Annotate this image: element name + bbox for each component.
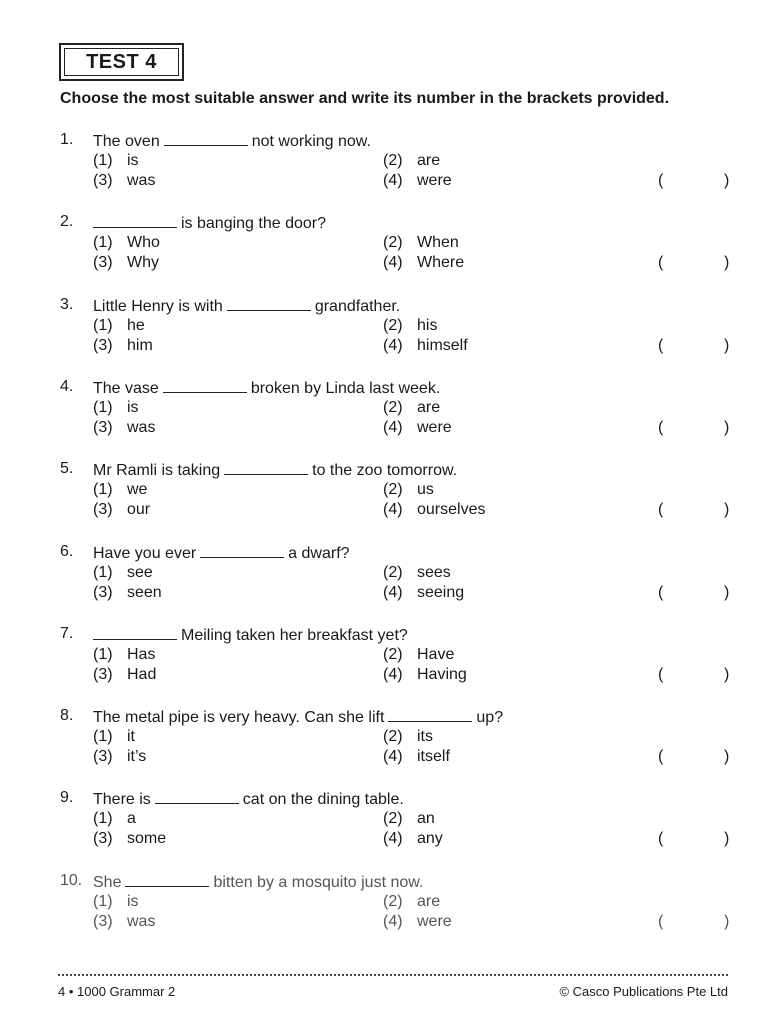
option-4 xyxy=(383,913,452,931)
option-4 xyxy=(383,501,485,519)
option-number: (1) xyxy=(93,728,113,745)
close-bracket: ) xyxy=(724,666,730,683)
option-text: was xyxy=(127,913,156,930)
close-bracket: ) xyxy=(724,913,730,930)
open-bracket: ( xyxy=(658,501,664,518)
option-number: (4) xyxy=(383,172,403,189)
option-2 xyxy=(383,234,459,252)
option-number: (2) xyxy=(383,152,403,169)
option-4 xyxy=(383,584,464,602)
instruction-text: Choose the most suitable answer and write its number in the brackets provided. xyxy=(60,90,670,107)
question-8 xyxy=(0,707,768,769)
question-text xyxy=(93,625,408,645)
question-text-after: cat on the dining table. xyxy=(242,791,404,808)
option-text: seen xyxy=(127,584,162,601)
option-number: (1) xyxy=(93,564,113,581)
option-number: (3) xyxy=(93,666,113,683)
option-text: is xyxy=(127,893,139,910)
option-number: (1) xyxy=(93,234,113,251)
question-number: 4. xyxy=(60,378,74,395)
option-text: Has xyxy=(127,646,156,663)
question-number: 9. xyxy=(60,789,74,806)
option-number: (3) xyxy=(93,337,113,354)
question-9 xyxy=(0,789,768,851)
option-text: his xyxy=(417,317,438,334)
question-text-before: Have you ever xyxy=(93,545,197,562)
option-text: was xyxy=(127,172,156,189)
question-text-after: up? xyxy=(476,709,504,726)
option-number: (3) xyxy=(93,254,113,271)
question-text-after: to the zoo tomorrow. xyxy=(312,462,458,479)
open-bracket: ( xyxy=(658,584,664,601)
question-text-after: broken by Linda last week. xyxy=(250,380,441,397)
option-3 xyxy=(93,337,153,355)
open-bracket: ( xyxy=(658,830,664,847)
option-text: itself xyxy=(417,748,450,765)
option-text: us xyxy=(417,481,434,498)
question-text-after: not working now. xyxy=(251,133,371,150)
option-number: (1) xyxy=(93,893,113,910)
option-number: (1) xyxy=(93,810,113,827)
option-4 xyxy=(383,830,443,848)
option-2 xyxy=(383,317,437,335)
question-5 xyxy=(0,460,768,522)
option-number: (1) xyxy=(93,481,113,498)
question-text-before: She xyxy=(93,874,122,891)
close-bracket: ) xyxy=(724,419,730,436)
question-text-after: a dwarf? xyxy=(288,545,350,562)
question-text xyxy=(93,789,404,809)
option-1 xyxy=(93,317,145,335)
option-3 xyxy=(93,172,155,190)
option-text: a xyxy=(127,810,136,827)
answer-blank xyxy=(227,296,311,311)
option-number: (2) xyxy=(383,481,403,498)
open-bracket: ( xyxy=(658,666,664,683)
question-3 xyxy=(0,296,768,358)
option-text: Where xyxy=(417,254,465,271)
open-bracket: ( xyxy=(658,913,664,930)
question-text xyxy=(93,460,457,480)
option-number: (2) xyxy=(383,234,403,251)
answer-blank xyxy=(163,378,247,393)
option-1 xyxy=(93,810,136,828)
question-1 xyxy=(0,131,768,193)
question-text xyxy=(93,131,371,151)
open-bracket: ( xyxy=(658,337,664,354)
option-3 xyxy=(93,419,155,437)
close-bracket: ) xyxy=(724,830,730,847)
question-text-before: The oven xyxy=(93,133,160,150)
option-number: (3) xyxy=(93,584,113,601)
question-text-after: grandfather. xyxy=(314,298,401,315)
question-number: 2. xyxy=(60,213,74,230)
test-title: TEST 4 xyxy=(64,48,179,76)
option-text: are xyxy=(417,152,441,169)
question-number: 1. xyxy=(60,131,74,148)
option-text: When xyxy=(417,234,459,251)
open-bracket: ( xyxy=(658,254,664,271)
option-text: is xyxy=(127,399,139,416)
option-text: its xyxy=(417,728,433,745)
option-1 xyxy=(93,728,135,746)
option-text: seeing xyxy=(417,584,465,601)
option-number: (4) xyxy=(383,748,403,765)
option-3 xyxy=(93,666,156,684)
option-number: (3) xyxy=(93,748,113,765)
question-4 xyxy=(0,378,768,440)
question-text xyxy=(93,707,503,727)
option-number: (1) xyxy=(93,646,113,663)
option-number: (4) xyxy=(383,830,403,847)
close-bracket: ) xyxy=(724,584,730,601)
question-text xyxy=(93,543,350,563)
option-number: (3) xyxy=(93,501,113,518)
question-number: 5. xyxy=(60,460,74,477)
option-1 xyxy=(93,646,155,664)
option-2 xyxy=(383,481,434,499)
question-number: 10. xyxy=(60,872,83,889)
option-2 xyxy=(383,810,435,828)
option-number: (2) xyxy=(383,728,403,745)
option-text: some xyxy=(127,830,167,847)
open-bracket: ( xyxy=(658,419,664,436)
question-text-before: Mr Ramli is taking xyxy=(93,462,221,479)
question-number: 8. xyxy=(60,707,74,724)
option-1 xyxy=(93,564,153,582)
option-2 xyxy=(383,646,454,664)
option-3 xyxy=(93,830,166,848)
question-6 xyxy=(0,543,768,605)
option-text: are xyxy=(417,893,441,910)
option-number: (2) xyxy=(383,646,403,663)
option-1 xyxy=(93,152,139,170)
question-text xyxy=(93,872,423,892)
question-number: 6. xyxy=(60,543,74,560)
option-text: our xyxy=(127,501,151,518)
option-text: were xyxy=(417,172,452,189)
test-title-box xyxy=(59,43,184,81)
option-text: were xyxy=(417,913,452,930)
option-text: are xyxy=(417,399,441,416)
option-number: (4) xyxy=(383,913,403,930)
answer-blank xyxy=(155,789,239,804)
option-4 xyxy=(383,254,464,272)
question-text-after: is banging the door? xyxy=(181,215,326,232)
option-text: ourselves xyxy=(417,501,486,518)
option-4 xyxy=(383,748,450,766)
option-3 xyxy=(93,584,162,602)
option-text: it xyxy=(127,728,135,745)
option-2 xyxy=(383,564,451,582)
option-1 xyxy=(93,399,139,417)
question-text-before: Little Henry is with xyxy=(93,298,223,315)
footer-copyright: © Casco Publications Pte Ltd xyxy=(559,984,728,999)
option-2 xyxy=(383,399,440,417)
option-4 xyxy=(383,419,452,437)
open-bracket: ( xyxy=(658,172,664,189)
option-2 xyxy=(383,152,440,170)
open-bracket: ( xyxy=(658,748,664,765)
option-text: were xyxy=(417,419,452,436)
option-1 xyxy=(93,893,139,911)
question-number: 7. xyxy=(60,625,74,642)
answer-blank xyxy=(93,625,177,640)
question-text xyxy=(93,296,400,316)
option-text: was xyxy=(127,419,156,436)
option-text: it’s xyxy=(127,748,147,765)
option-2 xyxy=(383,728,433,746)
answer-blank xyxy=(93,213,177,228)
option-4 xyxy=(383,337,468,355)
question-text-before: The vase xyxy=(93,380,159,397)
option-number: (2) xyxy=(383,893,403,910)
option-3 xyxy=(93,254,159,272)
question-text xyxy=(93,213,326,233)
option-number: (4) xyxy=(383,419,403,436)
option-text: Why xyxy=(127,254,159,271)
option-4 xyxy=(383,666,467,684)
answer-blank xyxy=(164,131,248,146)
close-bracket: ) xyxy=(724,254,730,271)
option-number: (2) xyxy=(383,564,403,581)
answer-blank xyxy=(200,543,284,558)
option-text: himself xyxy=(417,337,468,354)
option-3 xyxy=(93,913,155,931)
option-text: sees xyxy=(417,564,451,581)
option-number: (2) xyxy=(383,399,403,416)
option-text: Who xyxy=(127,234,160,251)
question-number: 3. xyxy=(60,296,74,313)
option-3 xyxy=(93,501,150,519)
option-number: (1) xyxy=(93,399,113,416)
answer-blank xyxy=(388,707,472,722)
question-2 xyxy=(0,213,768,275)
option-number: (4) xyxy=(383,337,403,354)
option-text: we xyxy=(127,481,148,498)
close-bracket: ) xyxy=(724,748,730,765)
option-1 xyxy=(93,234,160,252)
question-text-before: There is xyxy=(93,791,151,808)
question-text-after: bitten by a mosquito just now. xyxy=(213,874,424,891)
option-number: (3) xyxy=(93,830,113,847)
option-number: (2) xyxy=(383,317,403,334)
close-bracket: ) xyxy=(724,337,730,354)
option-text: Having xyxy=(417,666,467,683)
option-number: (4) xyxy=(383,666,403,683)
answer-blank xyxy=(224,460,308,475)
question-text xyxy=(93,378,440,398)
option-text: any xyxy=(417,830,443,847)
option-3 xyxy=(93,748,146,766)
option-number: (4) xyxy=(383,254,403,271)
option-number: (1) xyxy=(93,317,113,334)
question-text-after: Meiling taken her breakfast yet? xyxy=(181,627,408,644)
option-number: (1) xyxy=(93,152,113,169)
option-text: he xyxy=(127,317,145,334)
option-2 xyxy=(383,893,440,911)
option-text: Have xyxy=(417,646,455,663)
option-text: him xyxy=(127,337,153,354)
close-bracket: ) xyxy=(724,501,730,518)
option-number: (2) xyxy=(383,810,403,827)
question-7 xyxy=(0,625,768,687)
question-10 xyxy=(0,872,768,934)
footer-page-label: 4 • 1000 Grammar 2 xyxy=(58,984,176,999)
option-number: (4) xyxy=(383,501,403,518)
option-number: (3) xyxy=(93,913,113,930)
close-bracket: ) xyxy=(724,172,730,189)
question-text-before: The metal pipe is very heavy. Can she lift xyxy=(93,709,385,726)
footer-divider xyxy=(58,974,728,976)
answer-blank xyxy=(125,872,209,887)
option-text: an xyxy=(417,810,435,827)
option-text: see xyxy=(127,564,153,581)
option-number: (3) xyxy=(93,419,113,436)
option-number: (3) xyxy=(93,172,113,189)
option-text: Had xyxy=(127,666,157,683)
option-4 xyxy=(383,172,452,190)
option-text: is xyxy=(127,152,139,169)
option-1 xyxy=(93,481,147,499)
option-number: (4) xyxy=(383,584,403,601)
